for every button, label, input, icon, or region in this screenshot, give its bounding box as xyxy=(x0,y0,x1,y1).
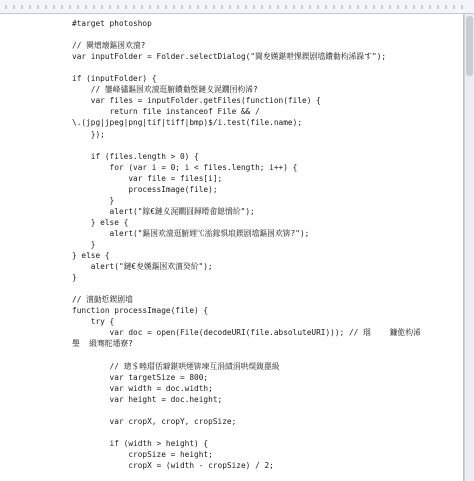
code-line: // 璁＄畻瑁佸壀鍖哄煙锛堜互涓績涓哄熀鍑嗭級 xyxy=(72,361,280,371)
code-line: alert("鏂囦欢澶逛腑娌℃湁鎵惧埌鍥剧墖鏂囦欢锛?"); xyxy=(72,228,310,238)
code-line: // 闃熷壊鏂囦欢澶? xyxy=(72,41,146,51)
code-line: }); xyxy=(72,129,105,139)
horizontal-ruler xyxy=(0,0,474,14)
code-line: var targetSize = 800; xyxy=(72,372,209,382)
code-line: var inputFolder = Folder.selectDialog("閫夋嫨鍖呭惈鍥剧墖鐨勬枃浠跺す"); xyxy=(72,52,387,62)
code-line: // 鑾峰彇鏂囦欢澶逛腑鐨勬墍鏈夊浘鐗囨枃浠? xyxy=(72,85,258,95)
code-line: } xyxy=(72,195,115,205)
code-line: \.(jpg|jpeg|png|tif|tiff|bmp)$/i.test(file.name); xyxy=(72,118,303,128)
code-line: } xyxy=(72,273,77,283)
code-line: var cropX, cropY, cropSize; xyxy=(72,416,237,426)
code-line: alert("鎵€鏈夊浘鐗囧鐞嗗畬鎴愶紒"); xyxy=(72,206,255,216)
ruler-ticks xyxy=(0,2,474,12)
code-line: var height = doc.height; xyxy=(72,394,223,404)
code-line: } else { xyxy=(72,251,110,261)
code-line: 璺 緞骞舵墦寮? xyxy=(72,339,133,349)
code-line: #target photoshop xyxy=(72,19,152,28)
code-line: if (width > height) { xyxy=(72,438,209,448)
document-page[interactable] xyxy=(0,14,464,481)
code-line: // 澶勭悊鍥剧墖 xyxy=(72,295,133,305)
code-line: } xyxy=(72,240,96,249)
code-line: cropSize = height; xyxy=(72,449,213,459)
code-line: var doc = open(File(decodeURI(file.absoluteURI))); // 瑙 鐮佹枃浠 xyxy=(72,328,421,338)
code-line: return file instanceof File && / xyxy=(72,107,260,117)
code-line: cropX = (width - cropSize) / 2; xyxy=(72,461,274,470)
code-line: var file = files[i]; xyxy=(72,173,223,183)
code-line: function processImage(file) { xyxy=(72,306,209,316)
code-line: alert("鏈€夋嫨鏂囦欢澶癸紒"); xyxy=(72,262,213,272)
code-line: if (files.length > 0) { xyxy=(72,151,199,161)
code-line: if (inputFolder) { xyxy=(72,74,157,84)
vertical-scrollbar[interactable] xyxy=(464,14,474,481)
code-line: try { xyxy=(72,317,115,327)
code-line: for (var i = 0; i < files.length; i++) { xyxy=(72,162,298,172)
code-line: } else { xyxy=(72,217,129,227)
code-line: var width = doc.width; xyxy=(72,383,213,393)
code-line: var files = inputFolder.getFiles(function(file) { xyxy=(72,96,321,106)
scrollbar-thumb[interactable] xyxy=(466,16,473,76)
code-line: processImage(file); xyxy=(72,184,218,194)
